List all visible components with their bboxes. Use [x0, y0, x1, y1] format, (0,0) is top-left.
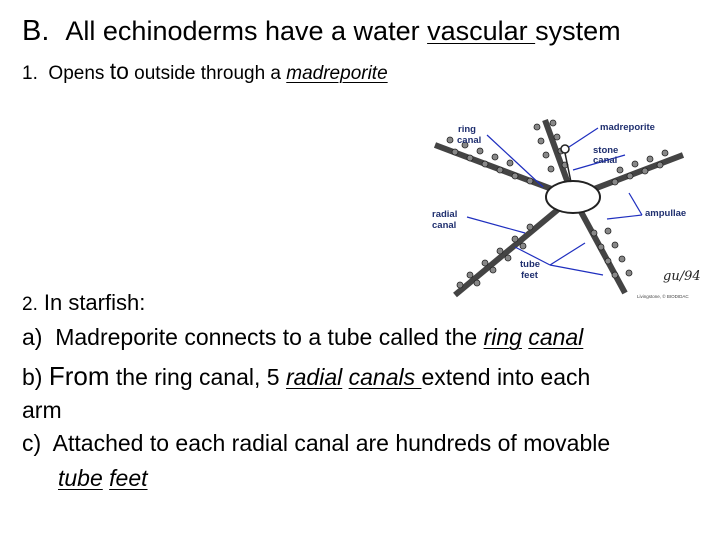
sub-point-a-term-canal: canal [528, 324, 584, 350]
sub-point-a-term-ring: ring [483, 324, 522, 350]
sub-point-b-rest: extend into each [421, 364, 591, 390]
sub-point-a [22, 326, 583, 349]
heading-text [65, 16, 620, 46]
label-radial-canal-1: radial [432, 209, 458, 220]
heading-text-before: All echinoderms have a water [65, 16, 428, 46]
label-stone-canal-1: stone [593, 145, 619, 156]
point-1-term-madreporite: madreporite [286, 63, 388, 84]
sub-point-b-prefix: b) [22, 364, 49, 390]
point-1 [22, 60, 388, 83]
madreporite-shape [561, 145, 569, 153]
label-ring-canal-1: ring [458, 124, 476, 135]
label-madreporite: madreporite [600, 122, 655, 133]
sub-point-b-continued: arm [22, 397, 62, 423]
sub-point-c-continued [58, 467, 148, 490]
point-2-number: 2. [22, 294, 38, 315]
sub-point-b [22, 363, 590, 389]
heading-text-after: system [535, 16, 621, 46]
signature: gu/94 [663, 269, 701, 284]
label-ampullae: ampullae [645, 208, 687, 219]
sub-point-b-text: the ring canal, 5 [109, 364, 286, 390]
sub-point-b-term-canals: canals [348, 364, 422, 390]
point-1-text-b: outside through a [128, 63, 287, 84]
sub-point-b-term-radial: radial [285, 364, 343, 390]
sub-point-c-term-tube: tube [58, 465, 103, 491]
point-2 [22, 292, 145, 314]
sub-point-a-text: a) Madreporite connects to a tube called the [22, 324, 484, 350]
label-ring-canal-2: canal [457, 135, 482, 146]
ring-canal-shape [546, 181, 600, 213]
sub-point-c-term-feet: feet [109, 465, 148, 491]
label-radial-canal-2: canal [432, 220, 457, 231]
label-tube-feet-2: feet [521, 270, 538, 281]
image-credit: Livingstone, © BIODIDAC [637, 294, 689, 299]
label-tube-feet-1: tube [520, 259, 541, 270]
point-1-text-a: Opens [48, 63, 110, 84]
sub-point-b-big: From [48, 361, 110, 391]
point-1-number: 1. [22, 63, 38, 84]
sub-point-c: c) Attached to each radial canal are hundreds of movable [22, 430, 611, 456]
label-stone-canal-2: canal [593, 155, 618, 166]
point-2-text: In starfish: [43, 290, 146, 315]
water-vascular-system-diagram [415, 115, 715, 305]
point-1-text-big: to [109, 58, 129, 84]
slide-heading [22, 17, 621, 46]
heading-term-vascular: vascular [427, 16, 536, 46]
heading-letter: B. [22, 15, 50, 47]
